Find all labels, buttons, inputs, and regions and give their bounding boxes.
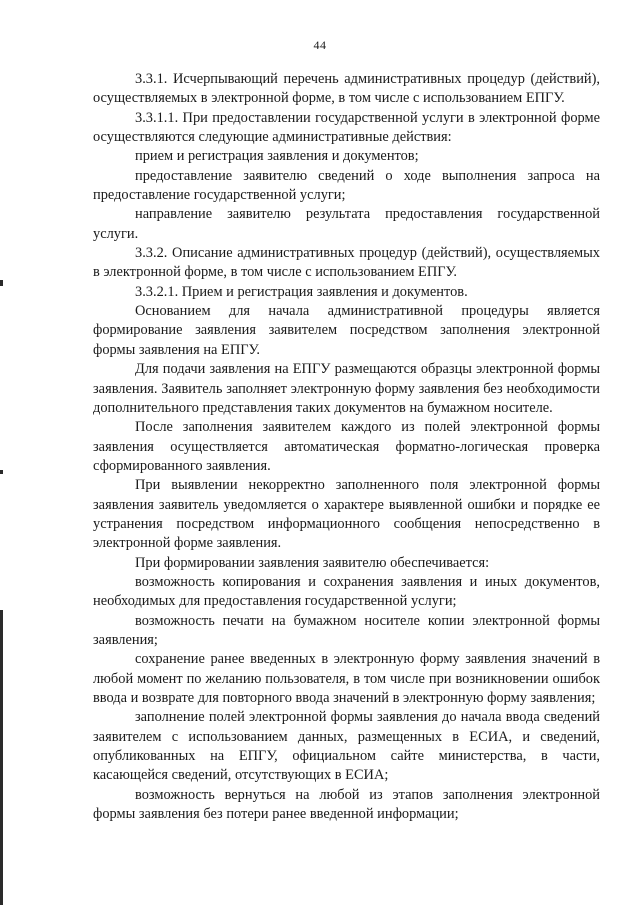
list-item-save-values: сохранение ранее введенных в электронную форму заявления значений в любой момент по желанию пользователя, в том числе при возникновении ошибок ввода и возврате для повторного ввода значений в электронную форму заявления; (93, 651, 600, 706)
paragraph-3-3-1: 3.3.1. Исчерпывающий перечень административных процедур (действий), осуществляемых в электронной форме, в том числе с использованием ЕПГУ. (93, 71, 600, 107)
list-item-copy-save: возможность копирования и сохранения заявления и иных документов, необходимых для предоставления государственной услуги; (93, 573, 600, 610)
list-item-return-step: возможность вернуться на любой из этапов заполнения электронной формы заявления без потери ранее введенной информации; (93, 786, 600, 823)
list-item-result-delivery: направление заявителю результата предоставления государственной услуги. (93, 206, 600, 242)
document-body (93, 70, 600, 824)
paragraph-3-3-1-1: 3.3.1.1. При предоставлении государственной услуги в электронной форме осуществляются следующие административные действия: (93, 109, 600, 146)
paragraph-error-notice: При выявлении некорректно заполненного поля электронной формы заявления заявитель уведомляется о характере выявленной ошибки и порядке ее устранения посредством информационного сообщения непосредственно в электронной форме заявления. (93, 477, 600, 552)
paragraph-3-3-2: 3.3.2. Описание административных процедур (действий), осуществляемых в электронной форме, в том числе с использованием ЕПГУ. (93, 245, 600, 281)
paragraph-format-check: После заполнения заявителем каждого из полей электронной формы заявления осуществляется автоматическая форматно-логическая проверка сформированного заявления. (93, 419, 600, 474)
paragraph-basis: Основанием для начала административной процедуры является формирование заявления заявителем посредством заполнения электронной формы заявления на ЕПГУ. (93, 303, 600, 358)
page-number: 44 (313, 38, 327, 52)
scan-edge-mark (0, 610, 3, 905)
list-item-print: возможность печати на бумажном носителе копии электронной формы заявления; (93, 612, 600, 648)
scan-edge-tick (0, 280, 3, 286)
list-item-status-info: предоставление заявителю сведений о ходе выполнения запроса на предоставление государственной услуги; (93, 167, 600, 204)
scan-edge-tick (0, 470, 3, 474)
paragraph-provisions-intro: При формировании заявления заявителю обеспечивается: (135, 554, 490, 571)
paragraph-3-3-2-1: 3.3.2.1. Прием и регистрация заявления и документов. (135, 283, 468, 300)
paragraph-form-samples: Для подачи заявления на ЕПГУ размещаются образцы электронной формы заявления. Заявитель заполняет электронную форму заявления без необходимости дополнительного представления таких документов на бумажном носителе. (93, 361, 600, 416)
list-item-reception: прием и регистрация заявления и документов; (135, 148, 419, 165)
list-item-prefill: заполнение полей электронной формы заявления до начала ввода сведений заявителем с использованием данных, размещенных в ЕСИА, и сведений, опубликованных на ЕПГУ, официальном сайте министерства, в части, касающейся сведений, отсутствующих в ЕСИА; (93, 709, 600, 784)
